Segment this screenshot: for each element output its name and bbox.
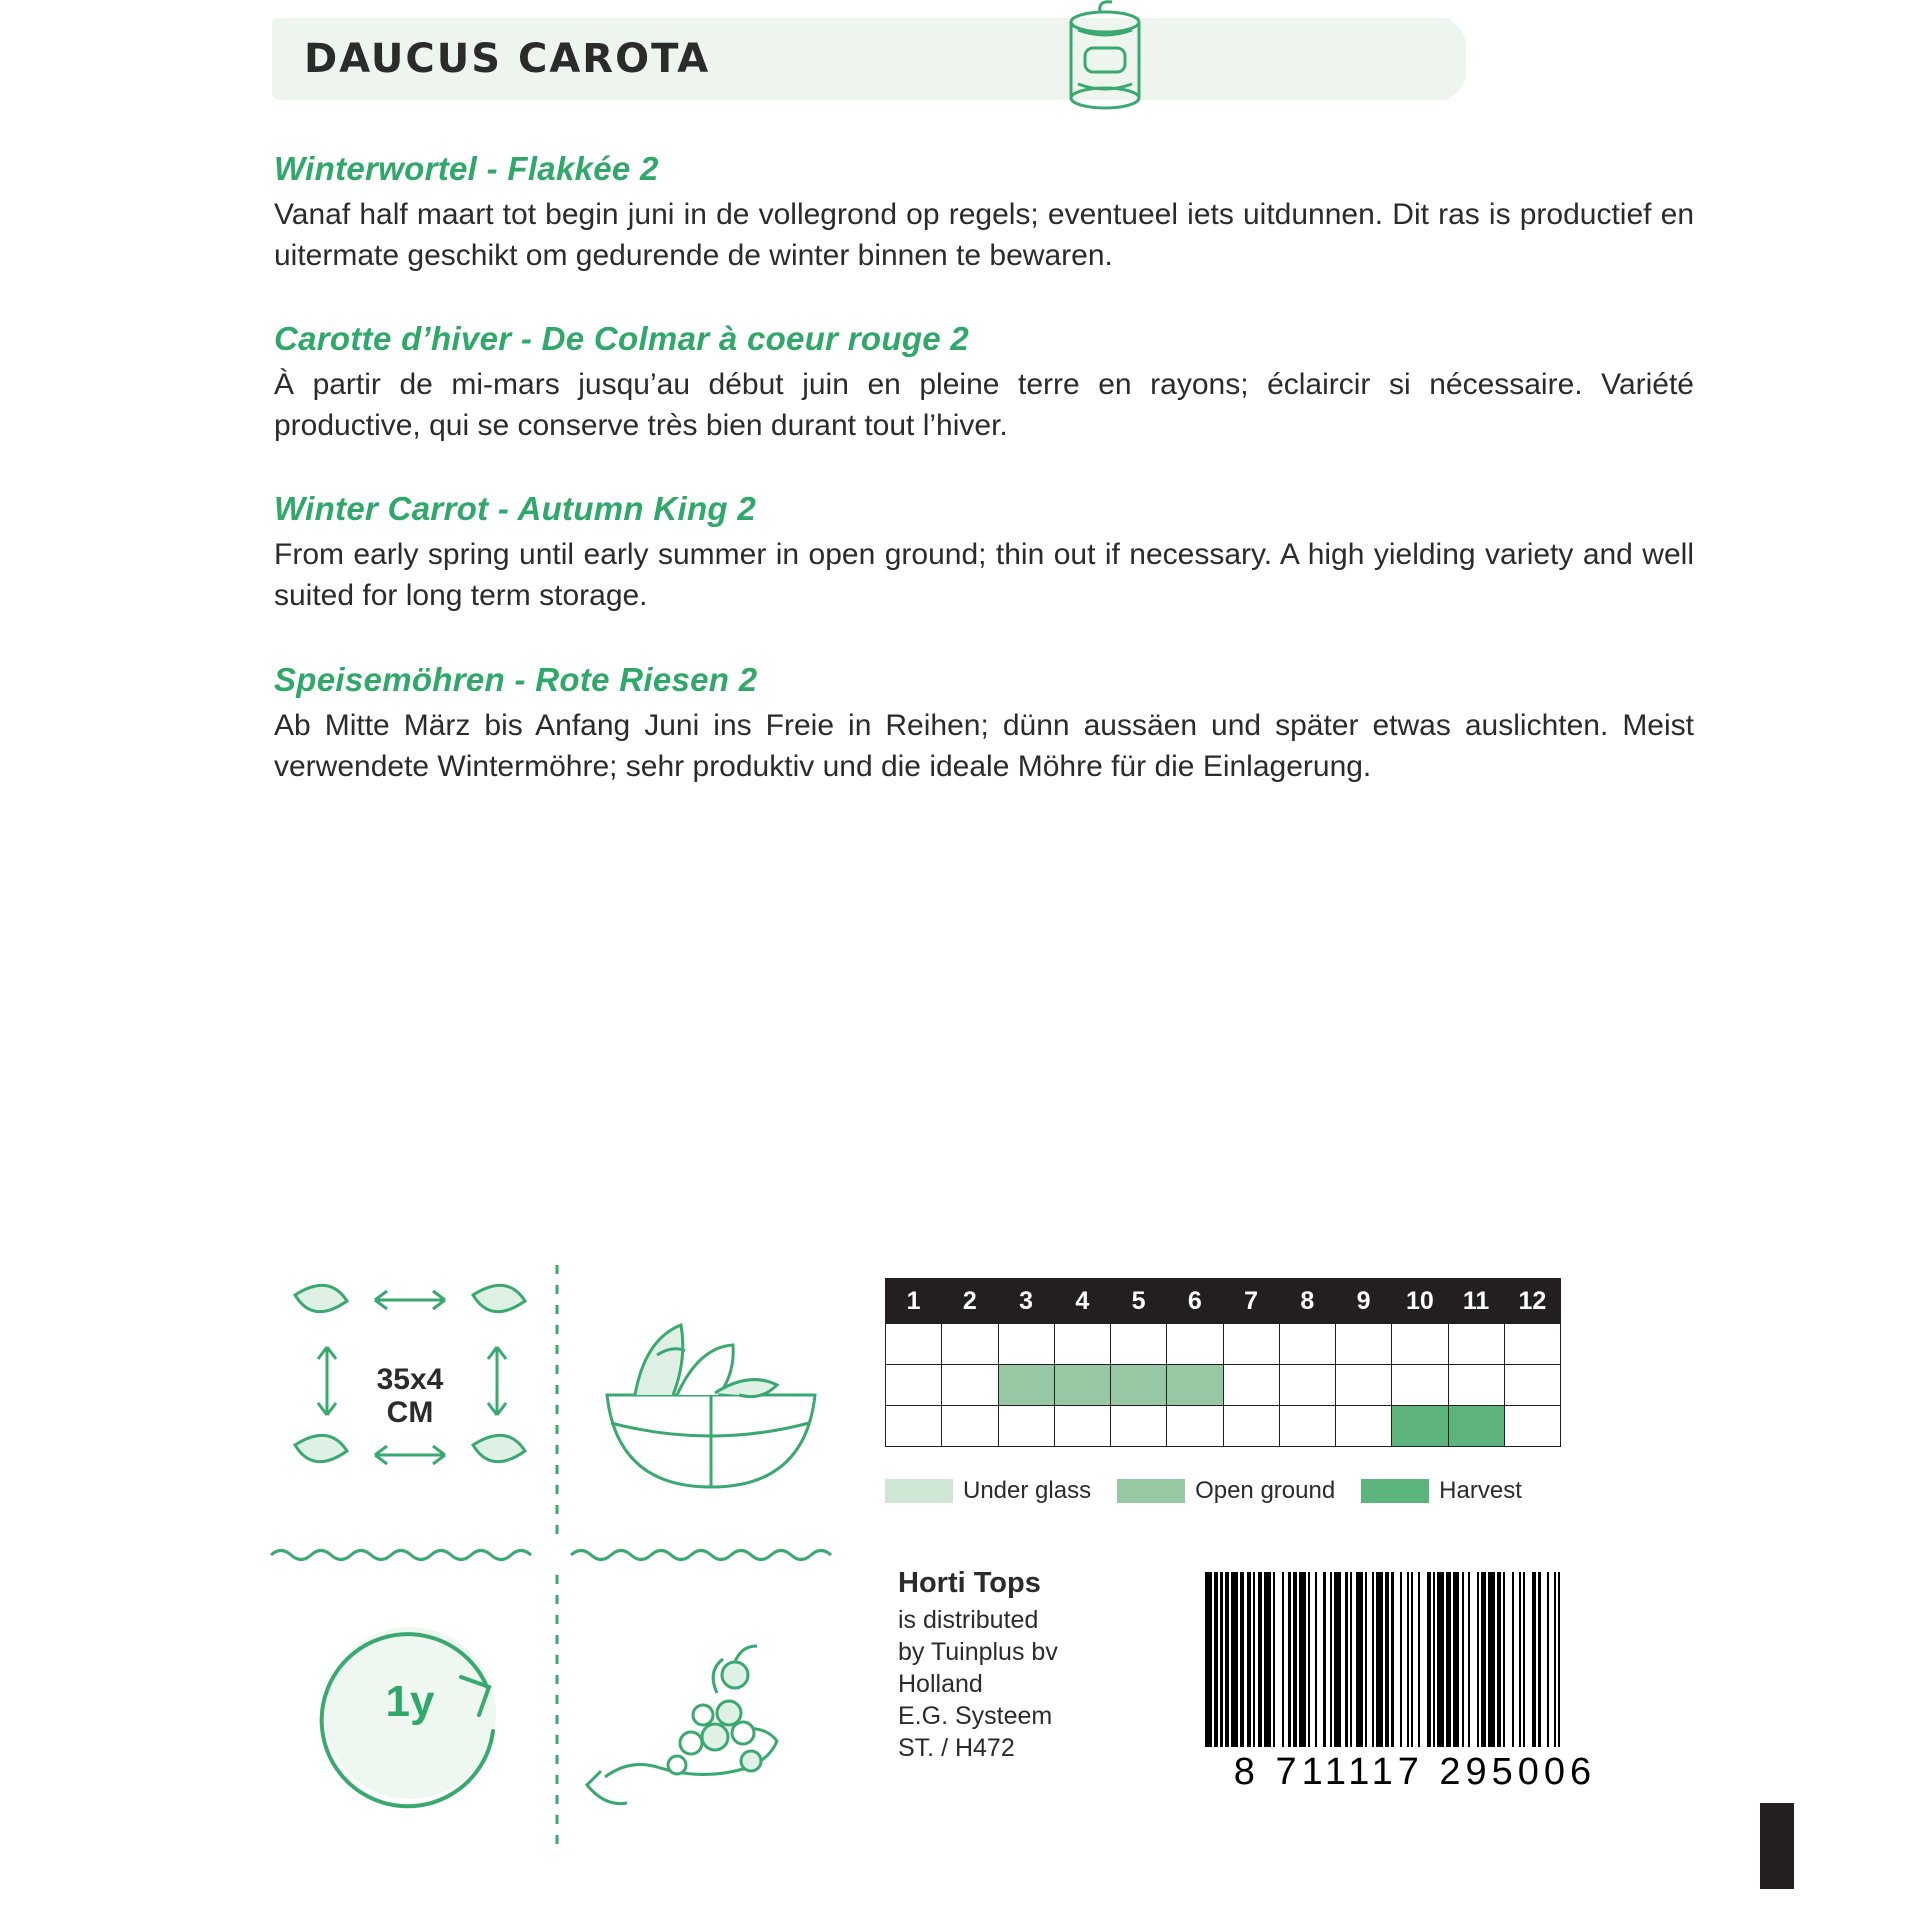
variety-title-de: Speisemöhren - Rote Riesen 2 bbox=[274, 660, 758, 698]
variety-text-de: Ab Mitte März bis Anfang Juni ins Freie in Reihen; dünn aussäen und später etwas auslichten. Meist verwendete Wintermöhre; sehr produktiv und die ideale Möhre für die Einlagerung. bbox=[274, 708, 1694, 783]
lifecycle-label: 1y bbox=[385, 1677, 435, 1726]
description-block-de bbox=[274, 661, 1694, 787]
calendar-cell bbox=[1054, 1365, 1110, 1406]
calendar-cell bbox=[1392, 1324, 1448, 1365]
calendar-cell bbox=[1223, 1365, 1279, 1406]
legend-item-open-ground bbox=[1117, 1477, 1335, 1505]
distributor-line-5: ST. / H472 bbox=[898, 1734, 1015, 1763]
spacing-label bbox=[265, 1363, 555, 1429]
calendar-cell bbox=[1448, 1365, 1504, 1406]
page-title: DAUCUS CAROTA bbox=[304, 36, 711, 82]
legend-swatch-harvest bbox=[1361, 1479, 1429, 1503]
seed-can-icon bbox=[1050, 0, 1160, 120]
description-blocks bbox=[274, 150, 1694, 831]
calendar-cell bbox=[1336, 1365, 1392, 1406]
corner-registration-mark bbox=[1760, 1803, 1794, 1889]
variety-title-en: Winter Carrot - Autumn King 2 bbox=[274, 490, 756, 528]
distributor-info bbox=[898, 1565, 1058, 1764]
calendar-cell bbox=[1336, 1324, 1392, 1365]
calendar-legend bbox=[885, 1477, 1585, 1505]
calendar-cell bbox=[1111, 1365, 1167, 1406]
calendar-cell bbox=[886, 1324, 942, 1365]
month-header: 10 bbox=[1392, 1279, 1448, 1324]
calendar-cell bbox=[1111, 1324, 1167, 1365]
month-header: 4 bbox=[1054, 1279, 1110, 1324]
calendar-cell bbox=[1336, 1406, 1392, 1447]
calendar-cell bbox=[1054, 1406, 1110, 1447]
calendar-row-harvest bbox=[886, 1406, 1561, 1447]
calendar-cell bbox=[1504, 1365, 1560, 1406]
calendar-cell bbox=[1448, 1406, 1504, 1447]
harvest-hand-pictogram bbox=[565, 1565, 855, 1855]
calendar-cell bbox=[886, 1365, 942, 1406]
month-header: 3 bbox=[998, 1279, 1054, 1324]
calendar-cell bbox=[942, 1324, 998, 1365]
description-block-en bbox=[274, 490, 1694, 616]
salad-bowl-pictogram bbox=[565, 1255, 855, 1545]
month-header: 5 bbox=[1111, 1279, 1167, 1324]
calendar-cell bbox=[1054, 1324, 1110, 1365]
calendar-cell bbox=[1392, 1365, 1448, 1406]
calendar-cell bbox=[1167, 1324, 1223, 1365]
calendar-cell bbox=[998, 1324, 1054, 1365]
legend-label-open-ground: Open ground bbox=[1195, 1477, 1336, 1504]
distributor-line-1: is distributed bbox=[898, 1606, 1039, 1635]
calendar-body bbox=[886, 1324, 1561, 1447]
legend-item-harvest bbox=[1361, 1477, 1522, 1505]
legend-item-under-glass bbox=[885, 1477, 1091, 1505]
month-header: 6 bbox=[1167, 1279, 1223, 1324]
spacing-pictogram bbox=[265, 1255, 555, 1545]
calendar-cell bbox=[1167, 1365, 1223, 1406]
calendar-cell bbox=[1223, 1406, 1279, 1447]
month-header: 11 bbox=[1448, 1279, 1504, 1324]
calendar-cell bbox=[1223, 1324, 1279, 1365]
month-header: 1 bbox=[886, 1279, 942, 1324]
month-header: 7 bbox=[1223, 1279, 1279, 1324]
calendar-cell bbox=[942, 1365, 998, 1406]
description-block-fr bbox=[274, 320, 1694, 446]
calendar-cell bbox=[1167, 1406, 1223, 1447]
pictogram-grid bbox=[265, 1255, 865, 1855]
distributor-line-4: E.G. Systeem bbox=[898, 1702, 1053, 1731]
legend-label-under-glass: Under glass bbox=[963, 1477, 1092, 1504]
month-header: 8 bbox=[1279, 1279, 1335, 1324]
distributor-line-3: Holland bbox=[898, 1670, 983, 1699]
legend-swatch-under-glass bbox=[885, 1479, 953, 1503]
month-header: 12 bbox=[1504, 1279, 1560, 1324]
month-header: 9 bbox=[1336, 1279, 1392, 1324]
calendar-header-row bbox=[886, 1279, 1561, 1324]
calendar-cell bbox=[1392, 1406, 1448, 1447]
barcode bbox=[1205, 1572, 1625, 1794]
calendar-cell bbox=[1448, 1324, 1504, 1365]
spacing-unit: CM bbox=[386, 1396, 434, 1429]
calendar-cell bbox=[886, 1406, 942, 1447]
barcode-number: 8 711117 295006 bbox=[1233, 1751, 1597, 1793]
variety-text-nl: Vanaf half maart tot begin juni in de vollegrond op regels; eventueel iets uitdunnen. Dit ras is productief en uitermate geschikt om gedurende de winter binnen te bewaren. bbox=[274, 198, 1694, 273]
calendar-cell bbox=[998, 1365, 1054, 1406]
calendar-cell bbox=[998, 1406, 1054, 1447]
calendar-cell bbox=[1111, 1406, 1167, 1447]
barcode-bars bbox=[1205, 1572, 1625, 1747]
variety-title-fr: Carotte d’hiver - De Colmar à coeur rouge 2 bbox=[274, 320, 970, 358]
calendar-row-open bbox=[886, 1365, 1561, 1406]
calendar-cell bbox=[1504, 1406, 1560, 1447]
calendar-cell bbox=[1279, 1406, 1335, 1447]
distributor-line-2: by Tuinplus bv bbox=[898, 1638, 1058, 1667]
calendar-row-glass bbox=[886, 1324, 1561, 1365]
calendar-cell bbox=[1279, 1365, 1335, 1406]
spacing-value: 35x4 bbox=[376, 1363, 444, 1396]
legend-swatch-open-ground bbox=[1117, 1479, 1185, 1503]
calendar-cell bbox=[1279, 1324, 1335, 1365]
variety-title-nl: Winterwortel - Flakkée 2 bbox=[274, 150, 659, 187]
sowing-calendar bbox=[885, 1278, 1561, 1447]
lifecycle-pictogram bbox=[265, 1565, 555, 1855]
month-header: 2 bbox=[942, 1279, 998, 1324]
variety-text-en: From early spring until early summer in open ground; thin out if necessary. A high yielding variety and well suited for long term storage. bbox=[274, 538, 1694, 613]
calendar-cell bbox=[942, 1406, 998, 1447]
variety-text-fr: À partir de mi-mars jusqu’au début juin en pleine terre en rayons; éclaircir si nécessaire. Variété productive, qui se conserve très bien durant tout l’hiver. bbox=[274, 368, 1694, 443]
description-block-nl bbox=[274, 150, 1694, 276]
calendar-cell bbox=[1504, 1324, 1560, 1365]
brand-name: Horti Tops bbox=[898, 1567, 1041, 1599]
legend-label-harvest: Harvest bbox=[1439, 1477, 1522, 1504]
